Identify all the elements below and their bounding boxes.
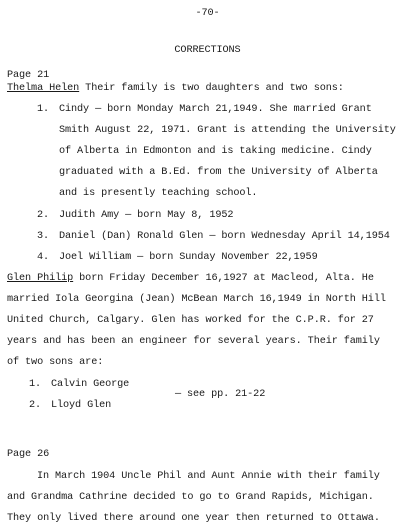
page-reference: Page 26 <box>7 449 50 460</box>
child-line: Joel William — born Sunday November 22,1959 <box>59 252 318 263</box>
paragraph-line: and Grandma Cathrine decided to go to Grand Rapids, Michigan. <box>7 492 374 503</box>
son-name: Lloyd Glen <box>51 400 112 411</box>
list-number: 2. <box>29 400 42 411</box>
paragraph-line: United Church, Calgary. Glen has worked for the C.P.R. for 27 <box>7 315 374 326</box>
intro-text: Their family is two daughters and two sons: <box>79 83 344 94</box>
paragraph-line: of two sons are: <box>7 357 104 368</box>
child-item-1 <box>37 104 372 116</box>
child-line: graduated with a B.Ed. from the University of Alberta <box>59 167 378 178</box>
child-line: and is presently teaching school. <box>59 188 258 199</box>
paragraph-line: They only lived there around one year then returned to Ottawa. <box>7 513 380 524</box>
list-number: 2. <box>37 210 50 221</box>
son-name: Calvin George <box>51 379 130 390</box>
person-name: Thelma Helen <box>7 83 80 94</box>
child-item-3 <box>37 231 390 243</box>
paragraph-line: born Friday December 16,1927 at Macleod, Alta. He <box>73 273 374 284</box>
list-number: 4. <box>37 252 50 263</box>
page-number: -70- <box>195 8 220 19</box>
family-intro <box>7 83 344 95</box>
paragraph-line: years and has been an engineer for several years. Their family <box>7 336 380 347</box>
son-item-2 <box>29 400 111 412</box>
child-line: of Alberta in Edmonton and is taking medicine. Cindy <box>59 146 372 157</box>
child-line: Smith August 22, 1971. Grant is attending the University <box>59 125 396 136</box>
child-line: Judith Amy — born May 8, 1952 <box>59 210 234 221</box>
list-number: 3. <box>37 231 50 242</box>
see-pages-reference: — see pp. 21-22 <box>175 389 266 400</box>
son-item-1 <box>29 379 129 391</box>
child-line: Cindy — born Monday March 21,1949. She married Grant <box>59 104 372 115</box>
child-item-4 <box>37 252 318 264</box>
page-heading: CORRECTIONS <box>174 45 241 56</box>
person-paragraph-first-line <box>7 273 374 285</box>
paragraph-line: married Iola Georgina (Jean) McBean March 16,1949 in North Hill <box>7 294 386 305</box>
paragraph-line: In March 1904 Uncle Phil and Aunt Annie with their family <box>37 471 380 482</box>
list-number: 1. <box>37 104 50 115</box>
child-line: Daniel (Dan) Ronald Glen — born Wednesday April 14,1954 <box>59 231 390 242</box>
person-name: Glen Philip <box>7 273 74 284</box>
list-number: 1. <box>29 379 42 390</box>
page-reference: Page 21 <box>7 70 50 81</box>
child-item-2 <box>37 210 233 222</box>
